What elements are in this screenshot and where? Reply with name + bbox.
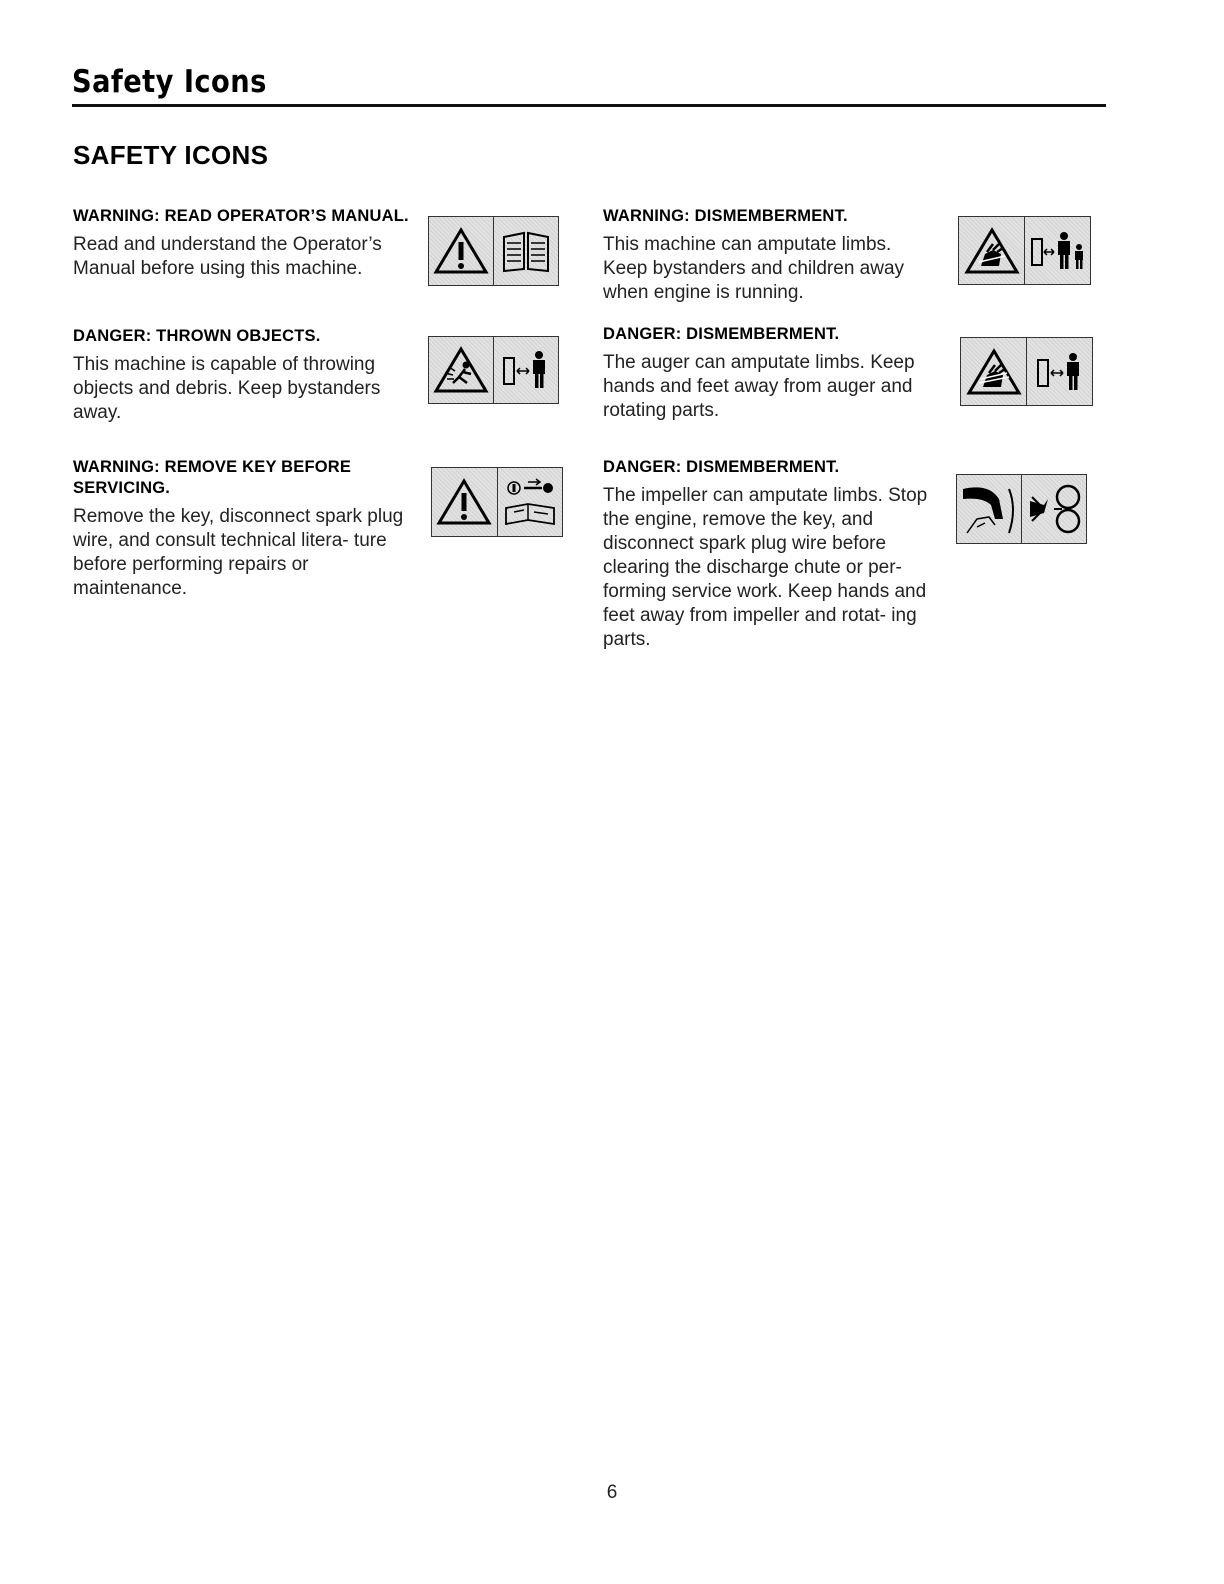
warning-triangle-icon	[429, 217, 494, 285]
impeller-dismemberment-decal	[956, 474, 1087, 544]
entry-text: Remove the key, disconnect spark plug wire, and consult technical litera- ture before performing repairs or maintenance.	[73, 506, 404, 599]
safety-entry-dismemberment-bystanders	[603, 206, 933, 305]
entry-heading: DANGER: DISMEMBERMENT.	[603, 325, 840, 343]
entry-text: Read and understand the Operator’s Manual before using this machine.	[73, 234, 382, 279]
discharge-chute-hand-icon	[957, 475, 1022, 543]
read-manual-decal	[428, 216, 559, 286]
section-title: SAFETY ICONS	[73, 140, 269, 170]
operator-manual-book-icon	[494, 217, 558, 285]
keep-bystanders-children-away-icon	[1025, 217, 1090, 284]
impeller-hand-icon	[1022, 475, 1086, 543]
entry-text: The impeller can amputate limbs. Stop the engine, remove the key, and disconnect spark plug wire before clearing the discharge chute or per- forming service work. Keep hands and feet away from impeller and rotat- ing parts.	[603, 485, 928, 650]
safety-entry-remove-key	[73, 457, 413, 601]
page-header-title: Safety Icons	[72, 64, 267, 100]
safety-entry-thrown-objects	[73, 326, 413, 425]
safety-entry-impeller-dismemberment	[603, 457, 943, 652]
thrown-objects-icon	[429, 337, 494, 403]
safety-entry-auger-dismemberment	[603, 324, 938, 423]
dismemberment-bystanders-decal	[958, 216, 1091, 285]
warning-triangle-icon	[432, 468, 498, 536]
entry-text: The auger can amputate limbs. Keep hands and feet away from auger and rotating parts.	[603, 352, 915, 421]
page-number: 6	[606, 1482, 618, 1503]
remove-key-decal	[431, 467, 563, 537]
keep-bystanders-away-icon	[1027, 338, 1092, 405]
safety-entry-read-manual	[73, 206, 413, 281]
page-header	[72, 62, 1106, 107]
dismemberment-hand-icon	[959, 217, 1025, 284]
entry-heading: WARNING: REMOVE KEY BEFORE SERVICING.	[73, 458, 352, 497]
entry-heading: WARNING: READ OPERATOR’S MANUAL.	[73, 207, 409, 225]
keep-bystanders-away-icon	[494, 337, 558, 403]
entry-text: This machine can amputate limbs. Keep bystanders and children away when engine is running.	[603, 234, 905, 303]
auger-dismemberment-icon	[961, 338, 1027, 405]
remove-key-manual-icon	[498, 468, 563, 536]
entry-heading: WARNING: DISMEMBERMENT.	[603, 207, 848, 225]
thrown-objects-decal	[428, 336, 559, 404]
entry-heading: DANGER: THROWN OBJECTS.	[73, 327, 321, 345]
auger-dismemberment-decal	[960, 337, 1093, 406]
entry-text: This machine is capable of throwing objects and debris. Keep bystanders away.	[73, 354, 381, 423]
entry-heading: DANGER: DISMEMBERMENT.	[603, 458, 840, 476]
